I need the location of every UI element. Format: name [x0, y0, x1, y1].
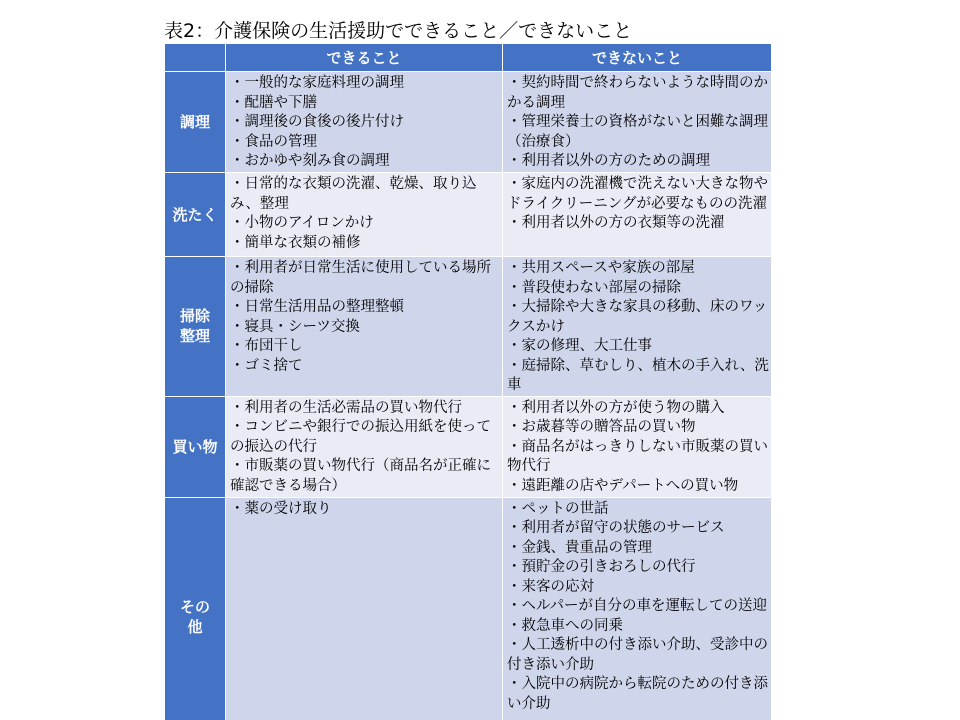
row-header-shopping	[165, 396, 226, 497]
table-row-laundry	[165, 173, 772, 257]
list-item: ・家の修理、大工仕事	[507, 338, 652, 354]
list-item: ・利用者以外の方の衣類等の洗濯	[507, 215, 725, 231]
list-item: ・預貯金の引きおろしの代行	[507, 559, 696, 575]
list-item: ・日常生活用品の整理整頓	[230, 299, 404, 315]
list-item: ・布団干し	[230, 338, 303, 354]
cell-cannot-cooking	[503, 72, 772, 173]
list-item: ・遠距離の店やデパートへの買い物	[507, 477, 739, 494]
row-header-cleaning	[165, 257, 226, 397]
list-item: ・来客の応対	[507, 578, 594, 595]
row-header-cooking	[165, 72, 226, 173]
list-item: ・食品の管理	[230, 133, 317, 150]
cell-can-cleaning	[226, 257, 503, 397]
table-row-cleaning	[165, 257, 772, 397]
list-item: ・管理栄養士の資格がないと困難な調理（治療食）	[507, 114, 768, 150]
header-cannot: できないこと	[503, 44, 772, 72]
list-item: ・コンビニや銀行での振込用紙を使っての振込の代行	[230, 419, 491, 455]
list-item: ・利用者以外の方が使う物の購入	[507, 399, 725, 416]
row-header-laundry	[165, 173, 226, 257]
cell-can-other	[226, 497, 503, 720]
list-item: ・利用者が日常生活に使用している場所の掃除	[230, 260, 491, 296]
header-can: できること	[226, 44, 503, 72]
list-item: ・救急車への同乗	[507, 617, 623, 634]
list-item: ・利用者が留守の状態のサービス	[507, 520, 725, 536]
list-item: ・金銭、貴重品の管理	[507, 539, 652, 556]
list-item: ・日常的な衣類の洗濯、乾燥、取り込み、整理	[230, 176, 477, 212]
list-item: ・市販薬の買い物代行（商品名が正確に確認できる場合）	[230, 458, 491, 494]
list-item: ・簡単な衣類の補修	[230, 234, 361, 251]
cell-can-laundry	[226, 173, 503, 257]
list-item: ・お歳暮等の贈答品の買い物	[507, 419, 696, 435]
list-item: ・契約時間で終わらないような時間のかかる調理	[507, 75, 768, 111]
list-item: ・おかゆや刻み食の調理	[230, 153, 390, 169]
services-table	[164, 43, 772, 720]
list-item: ・ペットの世話	[507, 500, 609, 517]
cell-cannot-cleaning	[503, 257, 772, 397]
table-caption: 表2：介護保険の生活援助でできること／できないこと	[164, 20, 633, 42]
cell-cannot-laundry	[503, 173, 772, 257]
list-item: ・一般的な家庭料理の調理	[230, 75, 404, 91]
table-row-cooking	[165, 72, 772, 173]
row-header-label: 調理	[179, 113, 210, 131]
list-item: ・ヘルパーが自分の車を運転しての送迎	[507, 598, 767, 614]
list-item: ・商品名がはっきりしない市販薬の買い物代行	[507, 438, 768, 474]
list-item: ・調理後の食後の後片付け	[230, 114, 404, 130]
list-item: ・利用者の生活必需品の買い物代行	[230, 399, 462, 416]
list-item: ・薬の受け取り	[230, 500, 332, 517]
list-item: ・共用スペースや家族の部屋	[507, 260, 695, 276]
cell-can-shopping	[226, 396, 503, 497]
list-item: ・小物のアイロンかけ	[230, 215, 374, 231]
row-header-label: 掃除 整理	[179, 307, 210, 346]
list-item: ・寝具・シーツ交換	[230, 318, 360, 335]
row-header-label: 買い物	[172, 437, 218, 456]
table-row-shopping	[165, 396, 772, 497]
list-item: ・配膳や下膳	[230, 94, 317, 111]
cell-cannot-shopping	[503, 396, 772, 497]
row-header-label: 洗たく	[172, 205, 218, 224]
list-item: ・利用者以外の方のための調理	[507, 153, 710, 169]
list-item: ・人工透析中の付き添い介助、受診中の付き添い介助	[507, 637, 768, 673]
cell-can-cooking	[226, 72, 503, 173]
row-header-other	[165, 497, 226, 720]
list-item: ・入院中の病院から転院のための付き添い介助	[507, 676, 768, 712]
list-item: ・庭掃除、草むしり、植木の手入れ、洗車	[507, 357, 769, 393]
list-item: ・家庭内の洗濯機で洗えない大きな物やドライクリーニングが必要なものの洗濯	[507, 176, 768, 212]
table-header-row	[165, 44, 772, 72]
cell-cannot-other	[503, 497, 772, 720]
list-item: ・大掃除や大きな家具の移動、床のワックスかけ	[507, 299, 768, 335]
row-header-label: その 他	[179, 598, 210, 636]
list-item: ・ゴミ捨て	[230, 357, 303, 374]
header-corner	[165, 44, 226, 72]
table-row-other	[165, 497, 772, 720]
list-item: ・普段使わない部屋の掃除	[507, 279, 681, 296]
